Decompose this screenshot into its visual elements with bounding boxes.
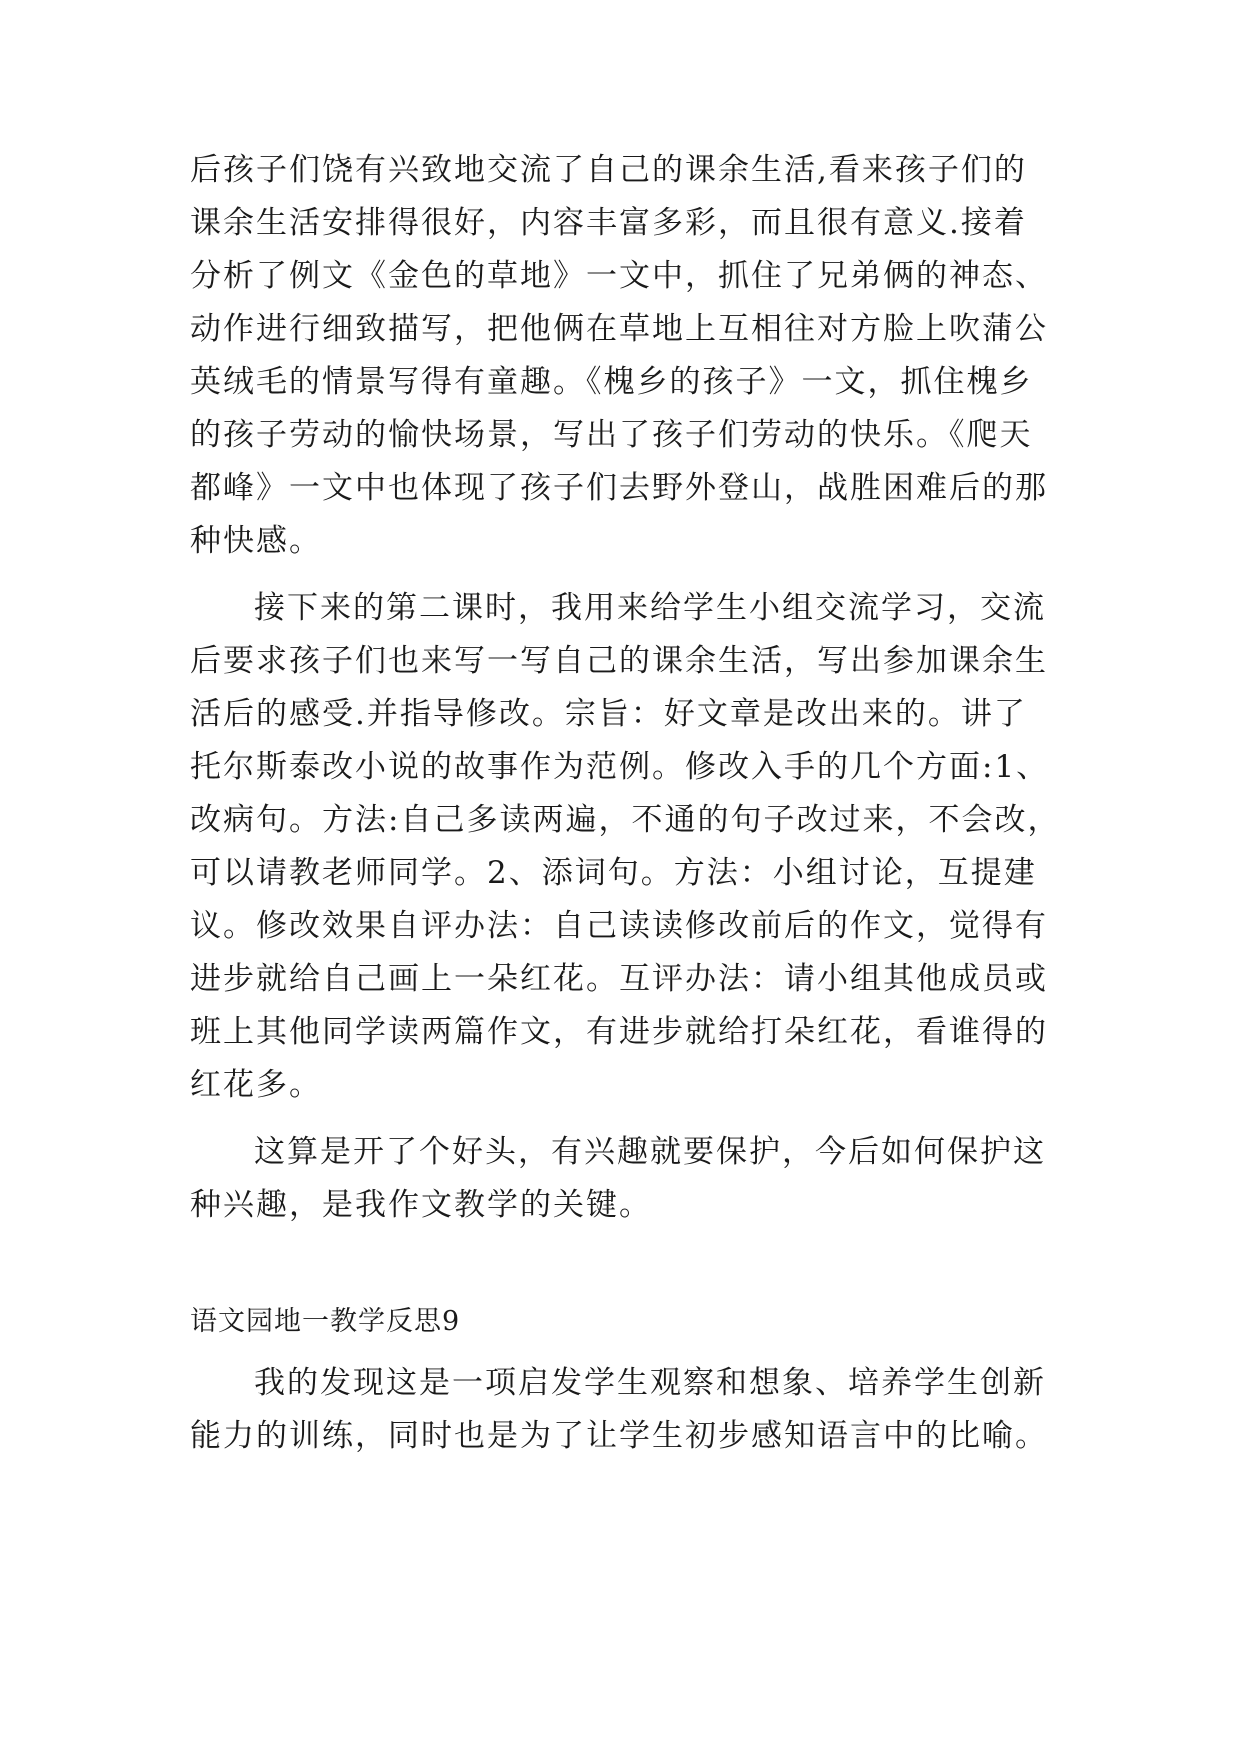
text-line: 后要求孩子们也来写一写自己的课余生活，写出参加课余生 <box>190 643 1048 679</box>
text-line: 改病句。方法:自己多读两遍，不通的句子改过来，不会改， <box>190 802 1061 838</box>
text-line: 种兴趣，是我作文教学的关键。 <box>190 1187 652 1223</box>
text-line: 种快感。 <box>190 523 322 559</box>
text-line: 的孩子劳动的愉快场景，写出了孩子们劳动的快乐。《爬天 <box>190 417 1033 453</box>
text-line: 分析了例文《金色的草地》一文中，抓住了兄弟俩的神态、 <box>190 258 1048 294</box>
section-heading: 语文园地一教学反思9 <box>190 1306 461 1337</box>
text-line: 这算是开了个好头，有兴趣就要保护，今后如何保护这 <box>254 1134 1046 1170</box>
text-line: 后孩子们饶有兴致地交流了自己的课余生活,看来孩子们的 <box>190 152 1027 188</box>
text-line: 动作进行细致描写，把他俩在草地上互相往对方脸上吹蒲公 <box>190 311 1048 347</box>
text-line: 进步就给自己画上一朵红花。互评办法：请小组其他成员或 <box>190 961 1048 997</box>
text-line: 课余生活安排得很好，内容丰富多彩，而且很有意义.接着 <box>190 205 1027 241</box>
text-line: 活后的感受.并指导修改。宗旨：好文章是改出来的。讲了 <box>190 696 1027 732</box>
text-line: 班上其他同学读两篇作文，有进步就给打朵红花，看谁得的 <box>190 1014 1048 1050</box>
text-line: 我的发现这是一项启发学生观察和想象、培养学生创新 <box>254 1365 1046 1401</box>
text-line: 可以请教老师同学。2、添词句。方法：小组讨论，互提建 <box>190 855 1037 891</box>
text-line: 英绒毛的情景写得有童趣。《槐乡的孩子》一文，抓住槐乡 <box>190 364 1033 400</box>
text-line: 能力的训练，同时也是为了让学生初步感知语言中的比喻。 <box>190 1418 1048 1454</box>
text-line: 接下来的第二课时，我用来给学生小组交流学习，交流 <box>254 590 1046 626</box>
text-line: 托尔斯泰改小说的故事作为范例。修改入手的几个方面:1、 <box>190 749 1050 785</box>
text-line: 红花多。 <box>190 1067 322 1103</box>
text-line: 都峰》一文中也体现了孩子们去野外登山，战胜困难后的那 <box>190 470 1048 506</box>
text-line: 议。修改效果自评办法：自己读读修改前后的作文，觉得有 <box>190 908 1048 944</box>
